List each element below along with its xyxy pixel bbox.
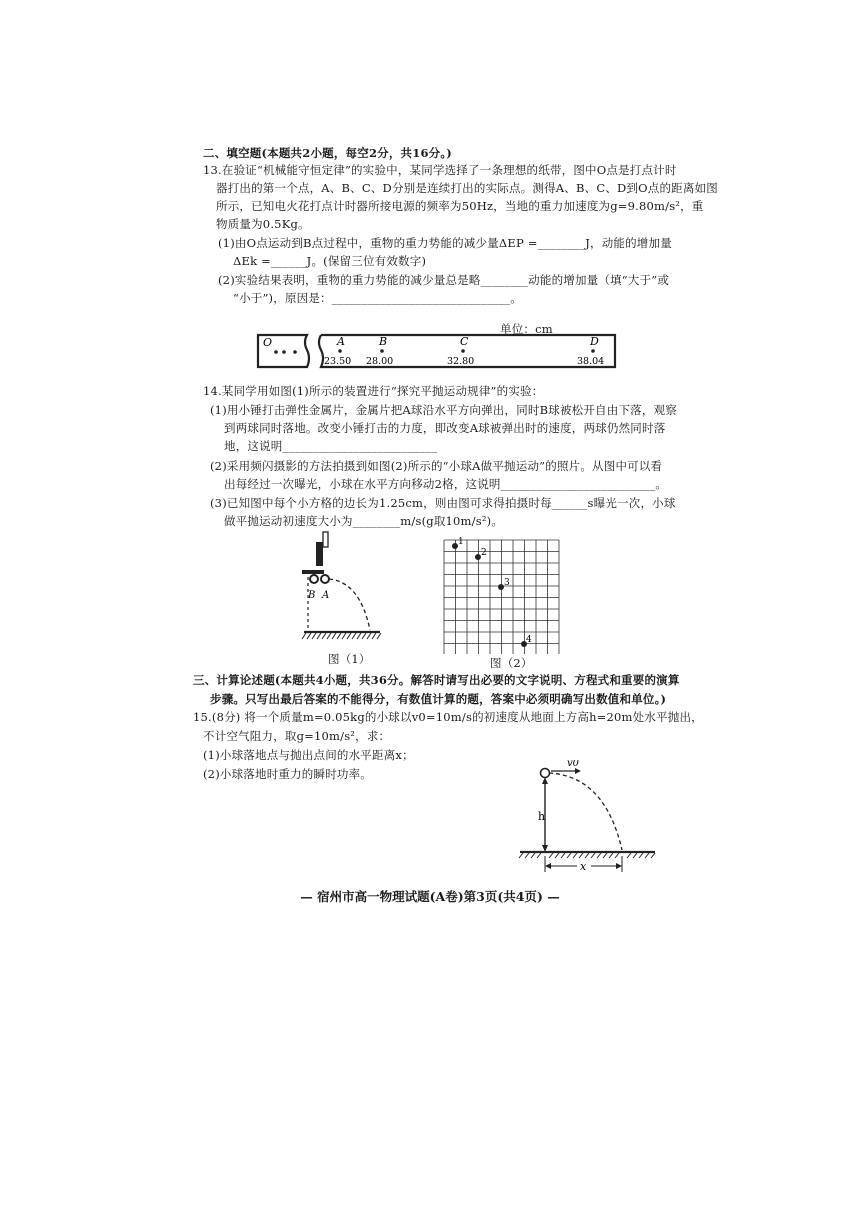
label-v0: v0 [567, 760, 580, 769]
question-text: ΔEk =______J。(保留三位有效数字) [233, 254, 427, 268]
label-x: x [580, 860, 587, 873]
grid-point-label: 2 [481, 548, 487, 558]
tape-point-value: 38.04 [577, 356, 605, 367]
tape-point-dot [380, 349, 384, 353]
tape-point-dot [461, 349, 465, 353]
tape-point-value: 23.50 [324, 356, 352, 367]
question-text: 出每经过一次曝光，小球在水平方向移动2格，这说明__________________________。 [224, 477, 668, 491]
tape-point-label: B [379, 335, 388, 348]
hammer-handle [323, 532, 328, 547]
tape-point-label: A [337, 335, 345, 348]
grid-point-label: 1 [458, 537, 464, 547]
ball-A-path [329, 579, 370, 630]
question-text: (1)由O点运动到B点过程中，重物的重力势能的减少量ΔEP =________J，动能的增加量 [218, 236, 672, 250]
height-arrow-up [542, 777, 548, 784]
question-text: (3)已知图中每个小方格的边长为1.25cm，则由图可求得拍摄时每______s曝光一次，小球 [210, 496, 676, 510]
x-arrow-right [616, 863, 622, 869]
tape-point-label: D [590, 335, 599, 348]
question-text: “小于”)，原因是：______________________________。 [233, 291, 522, 305]
question-text: 器打出的第一个点，A、B、C、D分别是连续打出的实际点。测得A、B、C、D到O点的距离如图 [216, 181, 718, 195]
question-text: 14.某同学用如图(1)所示的装置进行“探究平抛运动规律”的实验： [203, 384, 544, 398]
grid-point-label: 3 [504, 578, 510, 588]
ball [541, 769, 550, 778]
tape-dot [274, 350, 278, 354]
question-text: 13.在验证“机械能守恒定律”的实验中，某同学选择了一条理想的纸带，图中O点是打点计时 [203, 163, 677, 177]
section-heading: 二、填空题(本题共2小题，每空2分，共16分。) [203, 146, 452, 160]
question-text: 不计空气阻力，取g=10m/s²，求： [203, 729, 391, 743]
tape-point-value: 32.80 [447, 356, 475, 367]
label-h: h [538, 810, 546, 823]
apparatus-figure [298, 530, 388, 645]
x-arrow-left [545, 863, 551, 869]
trajectory [549, 773, 622, 850]
figure-1-caption: 图（1） [328, 652, 371, 666]
grid-figure [440, 536, 564, 654]
section-heading: 步骤。只写出最后答案的不能得分，有数值计算的题，答案中必须明确写出数值和单位。) [210, 692, 667, 706]
tape-unit-label: 单位：cm [500, 322, 553, 336]
tape-dot [282, 350, 286, 354]
page-footer: — 宿州市高一物理试题(A卷)第3页(共4页) — [300, 889, 560, 904]
question-text: (1)小球落地点与抛出点间的水平距离x； [203, 748, 414, 762]
question-text: 到两球同时落地。改变小锤打击的力度，即改变A球被弹出时的速度，两球仍然同时落 [224, 421, 666, 435]
tape-point-dot [338, 349, 342, 353]
question-text: 做平抛运动初速度大小为________m/s(g取10m/s²)。 [224, 514, 504, 528]
ball-A [321, 575, 329, 583]
question-text: (2)实验结果表明，重物的重力势能的减少量总是略________动能的增加量（填“大于”或 [218, 273, 670, 287]
question-text: 所示，已知电火花打点计时器所接电源的频率为50Hz，当地的重力加速度为g=9.80m/s²，重 [216, 199, 704, 213]
question-text: (2)采用频闪摄影的方法拍摄到如图(2)所示的“小球A做平抛运动”的照片。从图中可以看 [210, 459, 663, 473]
stand-post [316, 542, 323, 566]
question-text: 地，这说明__________________________ [224, 439, 438, 453]
question-text: (1)用小锤打击弹性金属片，金属片把A球沿水平方向弹出，同时B球被松开自由下落，观察 [210, 403, 677, 417]
question-text: 15.(8分) 将一个质量m=0.05kg的小球以v0=10m/s的初速度从地面上方高h=20m处水平抛出， [193, 710, 703, 724]
stand-arm [302, 570, 324, 574]
projectile-figure [515, 760, 660, 878]
section-heading: 三、计算论述题(本题共4小题，共36分。解答时请写出必要的文字说明、方程式和重要的演算 [193, 673, 680, 687]
ball-B [310, 575, 318, 583]
tape-dot [293, 350, 297, 354]
question-text: (2)小球落地时重力的瞬时功率。 [203, 767, 372, 781]
question-text: 物质量为0.5Kg。 [216, 217, 310, 231]
label-B: B [308, 590, 316, 601]
tape-point-dot [591, 349, 595, 353]
grid-point-label: 4 [526, 635, 532, 645]
tape-point-label: C [460, 335, 469, 348]
paper-tape-figure [255, 330, 625, 372]
tape-point-value: 28.00 [366, 356, 394, 367]
figure-2-caption: 图（2） [490, 656, 533, 670]
tape-O-label: O [263, 336, 273, 349]
label-A: A [322, 590, 330, 601]
